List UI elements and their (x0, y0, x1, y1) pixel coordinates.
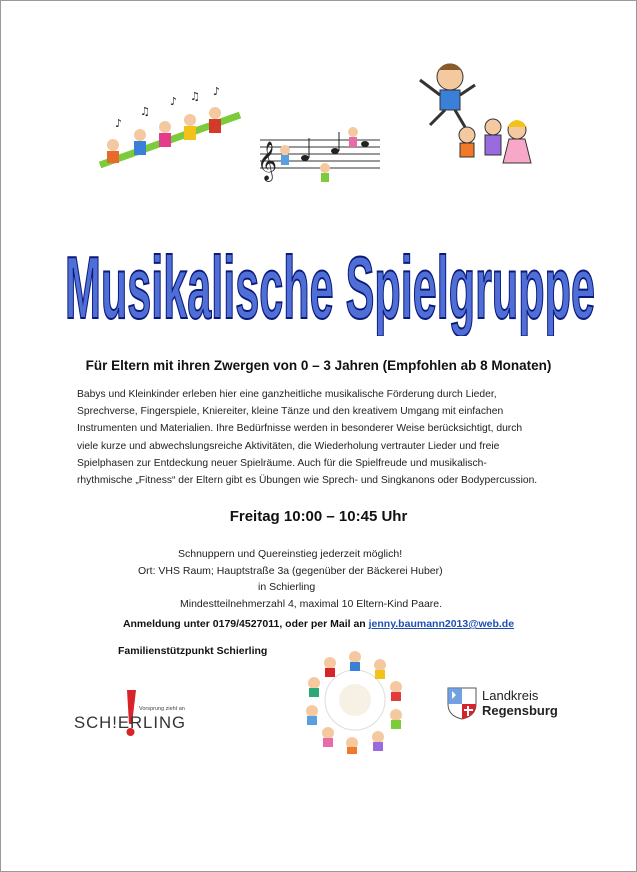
description-line: Spielphasen zur Entdeckung neuer Spielräume. Auch für die Spielfreude und musikalisch- (77, 457, 487, 469)
svg-text:♪: ♪ (213, 85, 221, 98)
landkreis-wordmark (482, 688, 558, 718)
info-location: Ort: VHS Raum; Hauptstraße 3a (gegenüber der Bäckerei Huber) (138, 565, 443, 577)
description-line: rhythmische „Fitness“ der Eltern gibt es Übungen wie Sprech- und Singkanons oder Bodypercussion. (77, 475, 538, 487)
info-participants: Mindestteilnehmerzahl 4, maximal 10 Eltern-Kind Paare. (180, 598, 443, 610)
description-paragraph (77, 386, 567, 489)
svg-text:♪: ♪ (170, 95, 178, 108)
audience-subtitle: Für Eltern mit ihren Zwergen von 0 – 3 Jahren (Empfohlen ab 8 Monaten) (85, 358, 552, 373)
svg-text:♪: ♪ (115, 117, 123, 130)
email-link[interactable]: jenny.baumann2013@web.de (368, 618, 515, 630)
description-line: Babys und Kleinkinder erleben hier eine ganzheitliche musikalische Förderung durch Lieder, (77, 389, 497, 400)
kids-circle-logo (300, 645, 410, 755)
organizer-name: Familienstützpunkt Schierling (118, 645, 268, 657)
svg-text:♫: ♫ (190, 90, 200, 103)
music-staff-illustration (255, 120, 385, 185)
svg-text:𝄞: 𝄞 (257, 141, 278, 181)
dancing-kids-illustration (95, 85, 245, 180)
info-town: in Schierling (258, 581, 316, 593)
regensburg-line: Regensburg (482, 703, 558, 718)
description-line: Instrumenten und Materialien. Ihre Bedürfnisse werden in besonderer Weise berücksichtigt, durch (77, 423, 523, 435)
description-line: viele kurze und abwechslungsreiche Aktivitäten, die Wiederholung vertrauter Lieder und freie (77, 440, 500, 452)
schierling-wordmark: SCH!ERLING (74, 713, 186, 732)
landkreis-line: Landkreis (482, 688, 539, 703)
landkreis-coat-of-arms (446, 686, 478, 720)
registration-line (0, 618, 637, 630)
jumping-kids-illustration (405, 55, 535, 170)
headline-title: Musikalische Spielgruppe (65, 238, 595, 336)
svg-text:♫: ♫ (140, 105, 150, 118)
registration-text: Anmeldung unter 0179/4527011, oder per Mail an (122, 618, 369, 630)
headline-wordart (60, 226, 600, 336)
info-trial: Schnuppern und Quereinstieg jederzeit möglich! (178, 548, 403, 560)
schierling-logo (72, 686, 192, 746)
description-line: Sprechverse, Fingerspiele, Kniereiter, kleine Tänze und den kreativem Umgang mit einfachen (77, 406, 504, 418)
schierling-tagline: Vorsprung zieht an (139, 706, 185, 712)
event-time: Freitag 10:00 – 10:45 Uhr (229, 508, 408, 525)
